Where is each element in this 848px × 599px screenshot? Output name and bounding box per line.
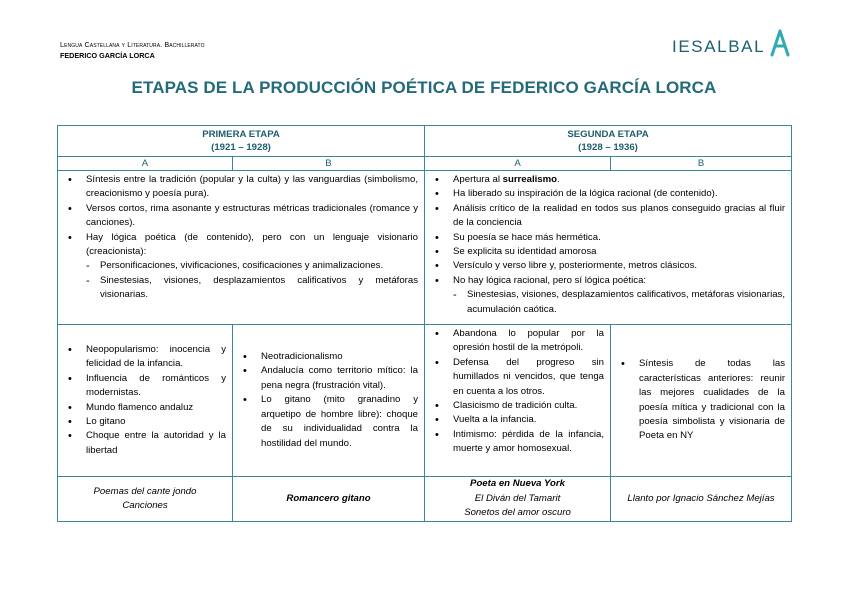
features-row (58, 171, 792, 325)
subject-label: Lengua Castellana y Literatura. Bachillerato (60, 40, 205, 49)
stage2-b-themes (611, 325, 792, 477)
stage2-a-themes (425, 325, 611, 477)
stage2-feature-list (427, 173, 785, 317)
list-item: • Influencia de románticos y modernistas. (60, 372, 226, 401)
list-item: • Choque entre la autoridad y la libertad (60, 429, 226, 458)
stage2-header (425, 126, 792, 157)
stage1-features (58, 171, 425, 325)
item-prefix: Apertura al (453, 174, 503, 185)
sub-list-item: - Sinestesias, visiones, desplazamientos calificativos y metáforas visionarias. (60, 274, 418, 303)
document-header (60, 39, 205, 61)
list-item: • Andalucía como territorio mítico: la pena negra (frustración vital). (235, 364, 418, 393)
page-title: ETAPAS DE LA PRODUCCIÓN POÉTICA DE FEDERICO GARCÍA LORCA (131, 78, 717, 97)
stage1-a-works (58, 477, 233, 522)
stage2-name: SEGUNDA ETAPA (567, 129, 649, 140)
stage1-col-a-label: A (58, 157, 233, 171)
list-item: • Mundo flamenco andaluz (60, 401, 226, 415)
work-title: Poemas del cante jondo (93, 485, 197, 497)
ab-row (58, 157, 792, 171)
list-item: • Lo gitano (60, 415, 226, 429)
stage2-a-list (427, 327, 604, 457)
stage1-b-list (235, 350, 418, 451)
work-title: Poeta en Nueva York (470, 478, 565, 490)
stage2-b-works (611, 477, 792, 522)
list-item: • Síntesis entre la tradición (popular y la culta) y las vanguardias (simbolismo, creacionismo y poesía pura). (60, 173, 418, 202)
stage2-col-b-label: B (611, 157, 792, 171)
list-item: • Versos cortos, rima asonante y estructuras métricas tradicionales (romance y canciones). (60, 202, 418, 231)
work-title: Romancero gitano (286, 492, 371, 504)
stage2-years: (1928 – 1936) (578, 142, 638, 153)
list-item: • Vuelta a la infancia. (427, 413, 604, 427)
list-item: • Síntesis de todas las características anteriores: reunir las mejores cualidades de la poesía mítica y tradicional con la poesía simbolista y visionaria de Poeta en NY (613, 357, 785, 443)
stage1-years: (1921 – 1928) (211, 142, 271, 153)
list-item: • Ha liberado su inspiración de la lógica racional (de contenido). (427, 187, 785, 201)
surrealismo-term: surrealismo (502, 174, 558, 185)
works-row (58, 477, 792, 522)
stage2-b-list (613, 357, 785, 443)
themes-row (58, 325, 792, 477)
list-item (427, 173, 785, 187)
list-item: • Hay lógica poética (de contenido), pero con un lenguaje visionario (creacionista): (60, 231, 418, 260)
stage1-feature-list (60, 173, 418, 303)
work-title: El Diván del Tamarit (474, 492, 561, 504)
list-item: • Se explicita su identidad amorosa (427, 245, 785, 259)
list-item: • Neotradicionalismo (235, 350, 418, 364)
stages-table (57, 125, 792, 522)
list-item: • Análisis crítico de la realidad en todos sus planos conseguido gracias al fluir de la conciencia (427, 202, 785, 231)
list-item: • No hay lógica racional, pero sí lógica poética: (427, 274, 785, 288)
work-title: Canciones (122, 500, 168, 511)
work-title: Sonetos del amor oscuro (464, 507, 571, 519)
list-item: • Abandona lo popular por la opresión hostil de la metrópoli. (427, 327, 604, 356)
work-title: Llanto por Ignacio Sánchez Mejías (627, 492, 775, 504)
stage1-name: PRIMERA ETAPA (202, 129, 280, 140)
stage1-a-list (60, 343, 226, 458)
topic-label: FEDERICO GARCÍA LORCA (60, 51, 155, 60)
item-suffix: . (557, 174, 560, 185)
stage2-a-works (425, 477, 611, 522)
list-item: • Su poesía se hace más hermética. (427, 231, 785, 245)
list-item: • Intimismo: pérdida de la infancia, muerte y amor homosexual. (427, 428, 604, 457)
list-item: • Defensa del progreso sin humillados ni vencidos, que tenga en cuenta a los otros. (427, 356, 604, 399)
stage1-b-themes (233, 325, 425, 477)
sub-list-item: - Personificaciones, vivificaciones, cosificaciones y animalizaciones. (60, 259, 418, 273)
stage2-col-a-label: A (425, 157, 611, 171)
stage1-a-themes (58, 325, 233, 477)
list-item: • Neopopularismo: inocencia y felicidad de la infancia. (60, 343, 226, 372)
stage2-features (425, 171, 792, 325)
sub-list-item: - Sinestesias, visiones, desplazamientos calificativos, metáforas visionarias, acumulación caótica. (427, 288, 785, 317)
list-item: • Clasicismo de tradición culta. (427, 399, 604, 413)
list-item: • Lo gitano (mito granadino y arquetipo de hombre libre): choque de su individualidad contra la hostilidad del mundo. (235, 393, 418, 451)
logo-text: IESALBAL (672, 37, 766, 56)
list-item: • Versículo y verso libre y, posteriormente, metros clásicos. (427, 259, 785, 273)
stage1-b-works (233, 477, 425, 522)
school-logo (672, 29, 791, 57)
stage1-header (58, 126, 425, 157)
stage-header-row (58, 126, 792, 157)
logo-a-icon (769, 29, 791, 57)
stage1-col-b-label: B (233, 157, 425, 171)
